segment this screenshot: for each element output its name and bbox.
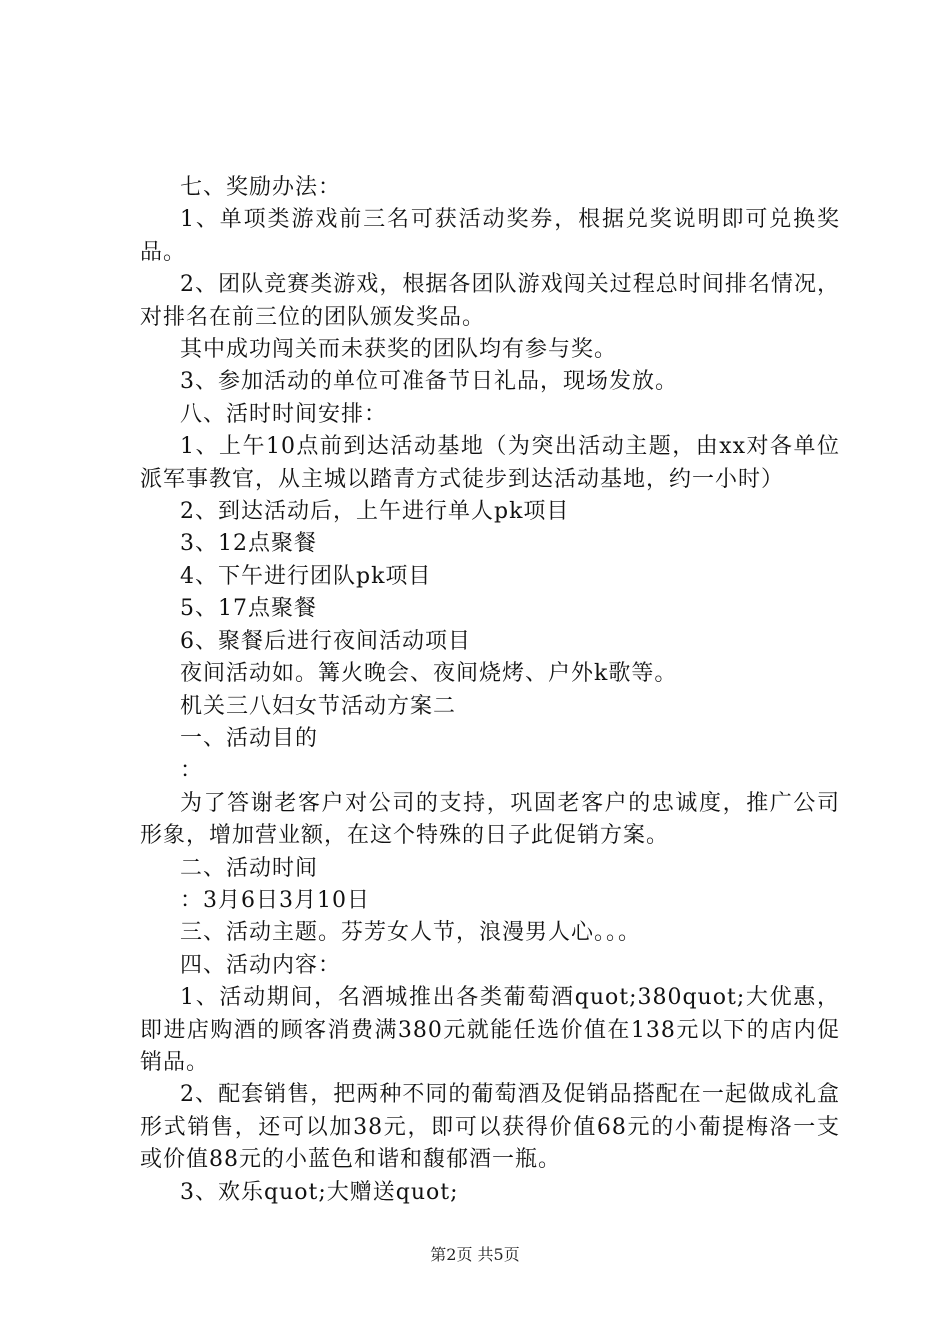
paragraph: ：3月6日3月10日 — [180, 887, 370, 913]
page-footer: 第2页 共5页 — [430, 1245, 520, 1264]
paragraph: 其中成功闯关而未获奖的团队均有参与奖。 — [180, 337, 618, 363]
paragraph: 1、单项类游戏前三名可获活动奖券，根据兑奖说明即可兑换奖品。 — [140, 207, 840, 265]
paragraph: 6、聚餐后进行夜间活动项目 — [180, 628, 471, 654]
paragraph: 八、活时时间安排： — [180, 401, 388, 427]
paragraph: 2、到达活动后，上午进行单人pk项目 — [180, 499, 570, 525]
paragraph: 二、活动时间 — [180, 855, 319, 881]
paragraph: 3、12点聚餐 — [180, 531, 317, 557]
paragraph: 1、上午10点前到达活动基地（为突出活动主题，由xx对各单位派军事教官，从主城以踏青方式徒步到达活动基地，约一小时） — [140, 434, 840, 492]
paragraph: 七、奖励办法： — [180, 175, 342, 200]
paragraph: 为了答谢老客户对公司的支持，巩固老客户的忠诚度，推广公司形象，增加营业额，在这个特殊的日子此促销方案。 — [140, 790, 840, 849]
paragraph: 夜间活动如。篝火晚会、夜间烧烤、户外k歌等。 — [180, 661, 678, 687]
paragraph: 2、配套销售，把两种不同的葡萄酒及促销品搭配在一起做成礼盒形式销售，还可以加38元，即可以获得价值68元的小葡提梅洛一支或价值88元的小蓝色和谐和馥郁酒一瓶。 — [140, 1082, 840, 1173]
paragraph: ： — [180, 758, 204, 784]
paragraph: 一、活动目的 — [180, 725, 319, 751]
document-body — [140, 172, 840, 1209]
paragraph: 机关三八妇女节活动方案二 — [180, 693, 457, 719]
paragraph: 4、下午进行团队pk项目 — [180, 563, 432, 589]
paragraph: 三、活动主题。芬芳女人节，浪漫男人心。。。 — [180, 920, 642, 946]
paragraph: 3、欢乐quot;大赠送quot; — [180, 1179, 459, 1205]
paragraph: 2、团队竞赛类游戏，根据各团队游戏闯关过程总时间排名情况，对排名在前三位的团队颁发奖品。 — [140, 272, 840, 330]
paragraph: 1、活动期间，名酒城推出各类葡萄酒quot;380quot;大优惠，即进店购酒的顾客消费满380元就能任选价值在138元以下的店内促销品。 — [140, 985, 840, 1075]
paragraph: 5、17点聚餐 — [180, 596, 317, 622]
paragraph: 四、活动内容： — [180, 952, 342, 978]
paragraph: 3、参加活动的单位可准备节日礼品，现场发放。 — [180, 369, 678, 395]
